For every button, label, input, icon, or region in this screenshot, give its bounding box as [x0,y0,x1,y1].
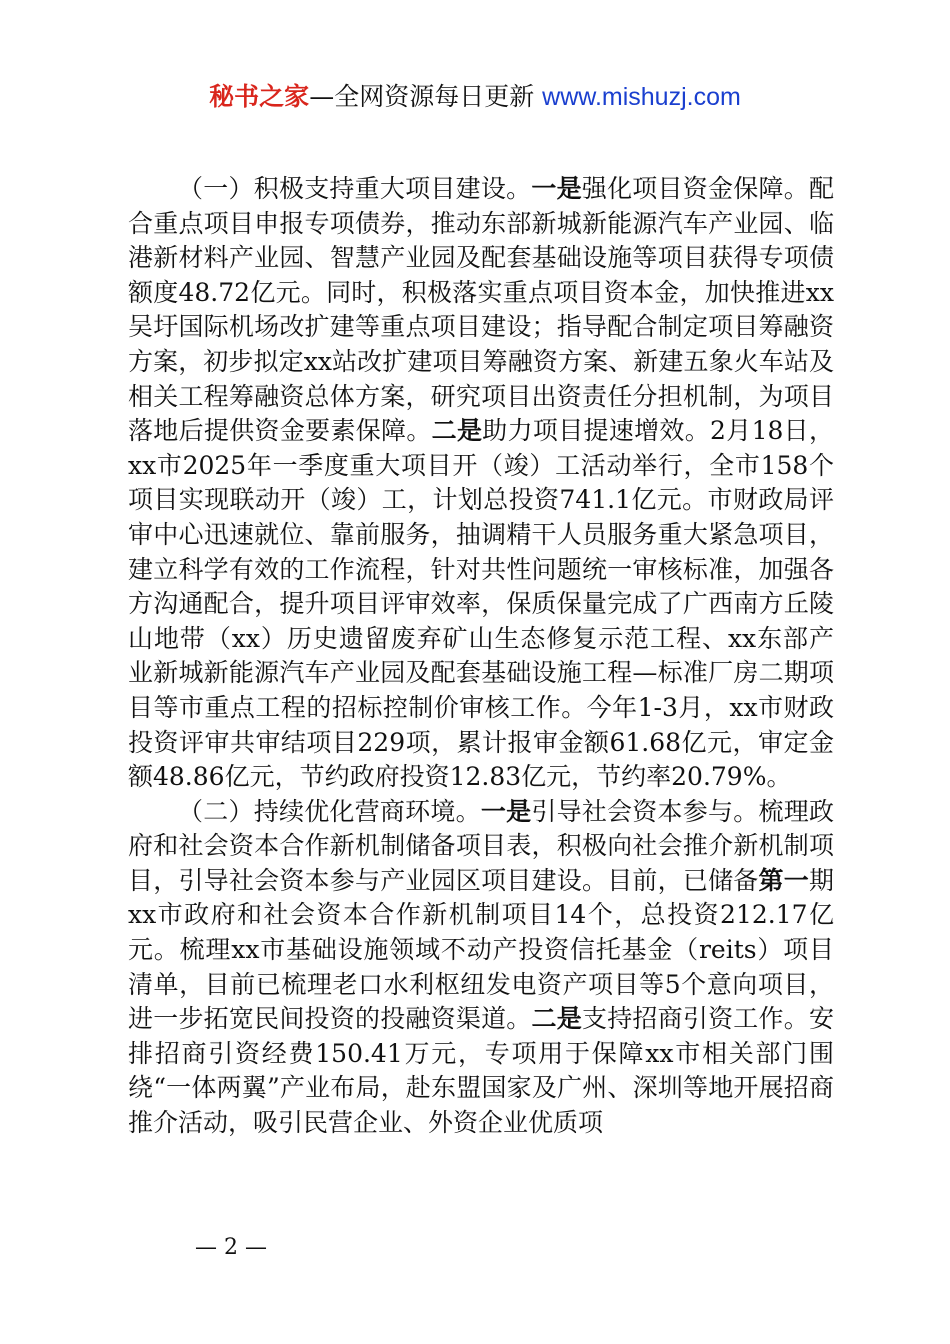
paragraph-major-projects [128,172,834,795]
item-marker: 第一 [758,865,809,895]
page-number: — 2 — [195,1235,267,1260]
item-marker: 二是 [531,1004,582,1034]
item-text: 支持招商引资工作。安排招商引资经费150.41万元，专项用于保障xx市相关部门围绕“一体两翼”产业布局，赴东盟国家及广州、深圳等地开展招商推介活动，吸引民营企业、外资企业优质项 [128,1004,834,1138]
section-heading: （一）积极支持重大项目建设。 [178,174,532,203]
item-marker: 二是 [431,416,483,446]
item-text: 引导社会资本参与。梳理政府和社会资本合作新机制储备项目表，积极向社会推介新机制项目，引导社会资本参与产业园区项目建设。目前，已储备 [128,796,834,895]
site-url[interactable]: www.mishuzj.com [542,83,741,111]
site-tagline: —全网资源每日更新 [309,82,535,111]
site-header [0,80,950,114]
item-marker: 一是 [480,796,532,826]
document-body [128,172,834,1141]
item-text: 强化项目资金保障。配合重点项目申报专项债券，推动东部新城新能源汽车产业园、临港新材料产业园、智慧产业园及配套基础设施等项目获得专项债额度48.72亿元。同时，积极落实重点项目资本金，加快推进xx吴圩国际机场改扩建等重点项目建设；指导配合制定项目筹融资方案，初步拟定xx站改扩建项目筹融资方案、新建五象火车站及相关工程筹融资总体方案，研究项目出资责任分担机制，为项目落地后提供资金要素保障。 [128,174,834,446]
section-heading: （二）持续优化营商环境。 [178,796,481,826]
item-text: 期xx市政府和社会资本合作新机制项目14个，总投资212.17亿元。梳理xx市基础设施领域不动产投资信托基金（reits）项目清单，目前已梳理老口水利枢纽发电资产项目等5个意向项目，进一步拓宽民间投资的投融资渠道。 [128,865,834,1034]
item-marker: 一是 [531,174,582,203]
site-name: 秘书之家 [209,82,310,111]
item-text: 助力项目提速增效。2月18日，xx市2025年一季度重大项目开（竣）工活动举行，全市158个项目实现联动开（竣）工，计划总投资741.1亿元。市财政局评审中心迅速就位、靠前服务，抽调精干人员服务重大紧急项目，建立科学有效的工作流程，针对共性问题统一审核标准，加强各方沟通配合，提升项目评审效率，保质保量完成了广西南方丘陵山地带（xx）历史遗留废弃矿山生态修复示范工程、xx东部产业新城新能源汽车产业园及配套基础设施工程—标准厂房二期项目等市重点工程的招标控制价审核工作。今年1-3月，xx市财政投资评审共审结项目229项，累计报审金额61.68亿元，审定金额48.86亿元，节约政府投资12.83亿元，节约率20.79%。 [128,416,834,792]
paragraph-business-environment [128,795,834,1141]
